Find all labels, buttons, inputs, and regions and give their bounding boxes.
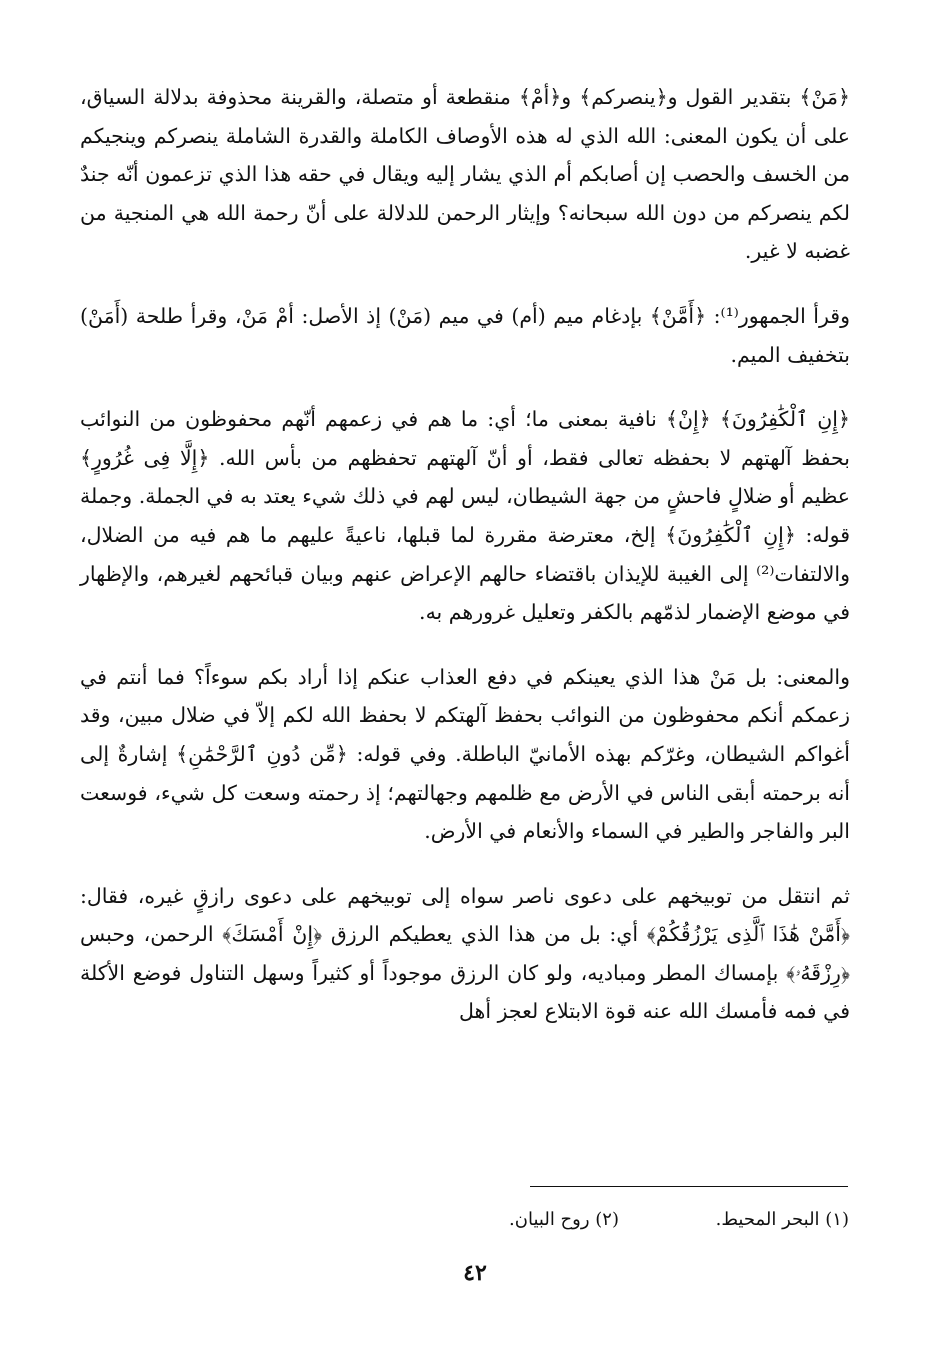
main-text (80, 78, 850, 1057)
footnote-divider (530, 1186, 848, 1187)
footnote-2: (٢) روح البيان. (509, 1209, 619, 1230)
paragraph-1: ﴿مَنْ﴾ بتقدير القول و﴿ينصركم﴾ و﴿أمْ﴾ منقطعة أو متصلة، والقرينة محذوفة بدلالة السياق، على أن يكون المعنى: الله الذي له هذه الأوصاف الكاملة والقدرة الشاملة ينصركم وينجيكم من الخسف والحصب إن أصابكم أم الذي يشار إليه ويقال في حقه هذا الذي تزعمون أنّه جندٌ لكم ينصركم من دون الله سبحانه؟ وإيثار الرحمن للدلالة على أنّ رحمة الله هي المنجية من غضبه لا غير. (80, 85, 850, 264)
paragraph-3: ﴿إِنِ ٱلْكَٰفِرُونَ﴾ ﴿إِنْ﴾ نافية بمعنى ما؛ أي: ما هم في زعمهم أنّهم محفوظون من النوائب بحفظ آلهتهم لا بحفظه تعالى فقط، أو أنّ آلهتهم تحفظهم من بأس الله. ﴿إِلَّا فِى غُرُورٍ﴾ عظيم أو ضلالٍ فاحشٍ من جهة الشيطان، ليس لهم في ذلك شيء يعتد به في الجملة. وجملة قوله: ﴿إِنِ ٱلْكَٰفِرُونَ﴾ إلخ، معترضة مقررة لما قبلها، ناعيةً عليهم ما هم فيه من الضلال، والالتفات⁽²⁾ إلى الغيبة للإيذان باقتضاء حالهم الإعراض عنهم وبيان قبائحهم لغيرهم، والإظهار في موضع الإضمار لذمّهم بالكفر وتعليل غرورهم به. (80, 407, 850, 625)
paragraph-4: والمعنى: بل مَنْ هذا الذي يعينكم في دفع العذاب عنكم إذا أراد بكم سوءاً؟ فما أنتم في زعمكم أنكم محفوظون من النوائب بحفظ آلهتكم لا بحفظ الله لكم إلاّ في ضلال مبين، وقد أغواكم الشيطان، وغرّكم بهذه الأمانيّ الباطلة. وفي قوله: ﴿مِّن دُونِ ٱلرَّحْمَٰنِ﴾ إشارةٌ إلى أنه برحمته أبقى الناس في الأرض مع ظلمهم وجهالتهم؛ إذ رحمته وسعت كل شيء، فوسعت البر والفاجر والطير في السماء والأنعام في الأرض. (80, 664, 850, 844)
footnote-1: (١) البحر المحيط. (715, 1209, 849, 1230)
page-number: ٤٢ (463, 1260, 487, 1286)
paragraph-2: وقرأ الجمهور⁽¹⁾: ﴿أَمَّنْ﴾ بإدغام ميم (أم) في ميم (مَنْ) إذ الأصل: أمْ مَنْ، وقرأ طلحة (أَمَنْ) بتخفيف الميم. (80, 303, 850, 367)
paragraph-5: ثم انتقل من توبيخهم على دعوى ناصر سواه إلى توبيخهم على دعوى رازقٍ غيره، فقال: ﴿أَمَّنْ هَٰذَا ٱلَّذِى يَرْزُقُكُمْ﴾ أي: بل من هذا الذي يعطيكم الرزق ﴿إِنْ أَمْسَكَ﴾ الرحمن، وحبس ﴿رِزْقَهُۥ﴾ بإمساك المطر ومباديه، ولو كان الرزق موجوداً أو كثيراً وسهل التناول فوضع الأكلة في فمه فأمسك الله عنه قوة الابتلاع لعجز أهل (80, 883, 850, 1024)
